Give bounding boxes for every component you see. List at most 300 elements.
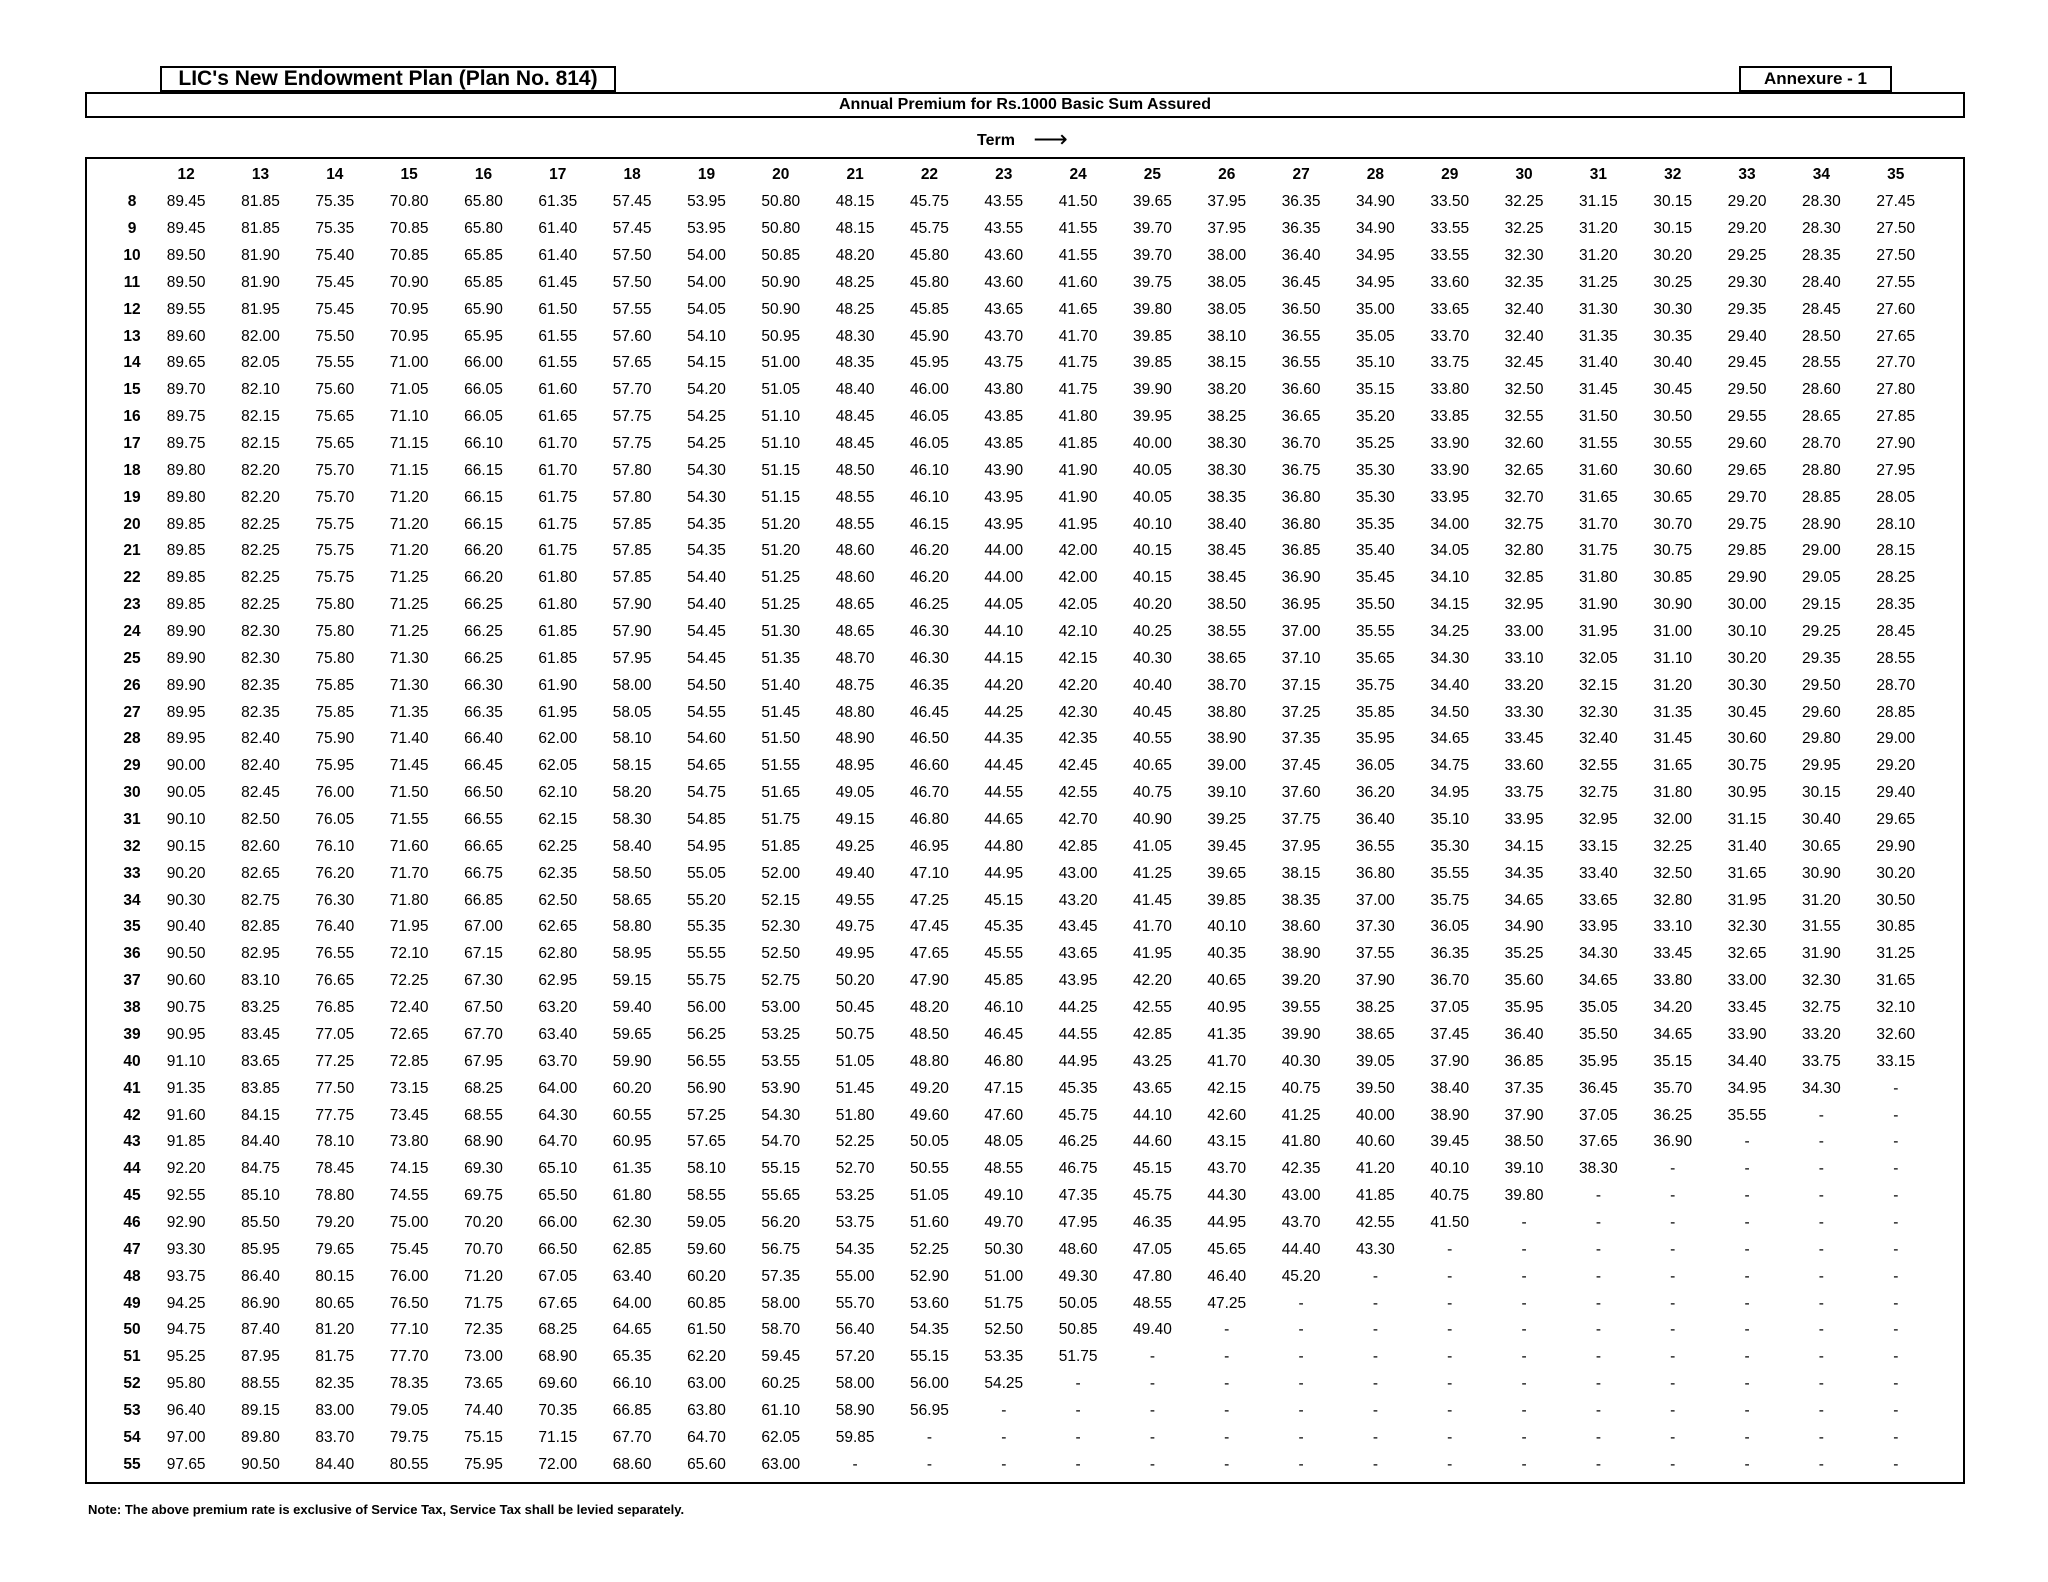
premium-cell: 33.55: [1430, 247, 1470, 264]
premium-cell: 28.55: [1801, 354, 1841, 372]
premium-cell: 34.95: [1356, 273, 1395, 291]
premium-cell: 61.40: [538, 247, 578, 264]
premium-cell: 30.35: [1653, 327, 1693, 345]
premium-cell: 60.85: [687, 1294, 726, 1312]
premium-cell: 71.15: [389, 435, 429, 453]
premium-cell: 50.30: [984, 1240, 1024, 1258]
premium-cell: 69.30: [464, 1160, 503, 1178]
premium-cell: 36.65: [1281, 408, 1321, 426]
premium-cell: 30.65: [1801, 837, 1841, 855]
premium-cell: 35.55: [1430, 864, 1470, 882]
table-row: [115, 323, 1933, 350]
premium-cell: 31.90: [1579, 596, 1618, 614]
premium-cell: 31.25: [1876, 945, 1916, 963]
premium-cell: 36.45: [1579, 1079, 1618, 1097]
premium-cell: 29.70: [1727, 488, 1767, 506]
premium-cell: -: [1670, 1240, 1676, 1258]
premium-cell: 46.05: [910, 408, 949, 426]
table-row: [115, 1451, 1933, 1478]
premium-cell: 31.15: [1727, 811, 1767, 829]
premium-cell: 75.90: [315, 730, 355, 748]
premium-cell: 43.00: [1058, 864, 1098, 882]
premium-cell: -: [1447, 1294, 1453, 1312]
premium-table: [115, 162, 1933, 1478]
premium-cell: 90.75: [166, 999, 206, 1017]
premium-cell: 90.30: [166, 891, 206, 909]
premium-cell: 90.20: [166, 864, 206, 882]
premium-cell: -: [1075, 1375, 1081, 1393]
age-cell: 40: [123, 1052, 141, 1070]
premium-cell: 51.55: [761, 757, 801, 775]
premium-cell: 51.75: [761, 811, 801, 829]
premium-cell: 44.00: [984, 542, 1024, 560]
premium-cell: 60.55: [612, 1106, 652, 1124]
premium-cell: 45.15: [984, 891, 1024, 909]
premium-cell: 43.95: [984, 515, 1024, 533]
premium-cell: 52.00: [761, 864, 801, 882]
premium-cell: 71.15: [389, 461, 429, 479]
premium-cell: 58.80: [612, 918, 652, 936]
premium-cell: 48.80: [910, 1052, 949, 1070]
term-column-header: 32: [1664, 166, 1682, 184]
premium-cell: 65.35: [612, 1348, 652, 1366]
premium-cell: 46.15: [910, 515, 949, 533]
premium-cell: 32.55: [1504, 408, 1544, 426]
premium-cell: 49.55: [835, 891, 875, 909]
premium-cell: 57.65: [687, 1133, 726, 1151]
premium-cell: 71.30: [389, 649, 429, 667]
premium-cell: 71.60: [389, 837, 429, 855]
premium-cell: 54.10: [687, 327, 726, 345]
premium-cell: 58.50: [612, 864, 652, 882]
premium-cell: 59.65: [612, 1025, 652, 1043]
premium-cell: 32.35: [1504, 273, 1544, 291]
table-row: [115, 1022, 1933, 1049]
premium-cell: 45.35: [984, 918, 1024, 936]
premium-cell: 54.00: [687, 273, 726, 291]
premium-cell: 31.75: [1579, 542, 1618, 560]
age-cell: 55: [123, 1455, 141, 1473]
premium-cell: -: [1744, 1240, 1750, 1258]
premium-cell: 37.95: [1207, 193, 1247, 211]
premium-cell: 75.35: [315, 193, 355, 211]
premium-cell: 59.85: [835, 1428, 875, 1446]
premium-cell: 28.85: [1801, 488, 1841, 506]
premium-cell: 33.50: [1430, 193, 1470, 211]
premium-cell: 47.90: [910, 972, 949, 990]
table-row: [115, 726, 1933, 753]
premium-cell: 58.15: [612, 757, 652, 775]
premium-cell: 41.70: [1133, 918, 1172, 936]
premium-cell: -: [1224, 1375, 1230, 1393]
premium-cell: 32.60: [1504, 435, 1544, 453]
premium-cell: 50.90: [761, 300, 801, 318]
premium-cell: 63.20: [538, 999, 578, 1017]
premium-cell: 58.10: [612, 730, 652, 748]
premium-cell: 46.70: [910, 784, 949, 802]
premium-cell: 62.95: [538, 972, 578, 990]
premium-cell: 32.75: [1801, 999, 1841, 1017]
premium-cell: 48.20: [835, 247, 875, 264]
premium-cell: 37.00: [1281, 623, 1321, 641]
premium-cell: 41.55: [1058, 220, 1098, 238]
premium-cell: 38.50: [1504, 1133, 1544, 1151]
age-cell: 51: [123, 1348, 141, 1366]
premium-cell: 41.25: [1133, 864, 1172, 882]
premium-cell: 70.95: [389, 300, 429, 318]
premium-cell: 57.50: [612, 247, 652, 264]
premium-cell: 36.90: [1281, 569, 1321, 587]
table-row: [115, 592, 1933, 619]
premium-cell: 29.65: [1727, 461, 1767, 479]
table-row: [115, 269, 1933, 296]
premium-cell: 33.90: [1430, 461, 1470, 479]
premium-cell: 38.00: [1207, 247, 1247, 264]
premium-cell: -: [1744, 1294, 1750, 1312]
premium-cell: 47.60: [984, 1106, 1024, 1124]
premium-cell: -: [1744, 1187, 1750, 1205]
premium-cell: 38.90: [1281, 945, 1321, 963]
premium-cell: 40.35: [1207, 945, 1247, 963]
premium-cell: 35.20: [1356, 408, 1395, 426]
premium-cell: 51.45: [761, 703, 801, 721]
premium-cell: 68.60: [612, 1455, 652, 1473]
premium-cell: 38.45: [1207, 542, 1247, 560]
premium-cell: 53.35: [984, 1348, 1024, 1366]
premium-cell: 54.00: [687, 247, 726, 264]
premium-cell: 58.55: [687, 1187, 726, 1205]
premium-cell: 71.35: [389, 703, 429, 721]
premium-cell: 37.95: [1207, 220, 1247, 238]
premium-cell: 33.80: [1653, 972, 1693, 990]
premium-cell: 48.20: [910, 999, 949, 1017]
premium-cell: 27.45: [1876, 193, 1916, 211]
premium-cell: 50.05: [1058, 1294, 1098, 1312]
premium-cell: 46.10: [910, 461, 949, 479]
premium-cell: -: [1224, 1321, 1230, 1339]
premium-cell: -: [1149, 1455, 1156, 1473]
premium-cell: -: [1447, 1321, 1453, 1339]
premium-cell: 35.10: [1356, 354, 1395, 372]
premium-cell: 56.00: [910, 1375, 949, 1393]
premium-cell: 41.95: [1058, 515, 1098, 533]
premium-cell: 40.65: [1207, 972, 1247, 990]
premium-cell: 83.25: [241, 999, 280, 1017]
table-row: [115, 511, 1933, 538]
premium-cell: 44.95: [1058, 1052, 1098, 1070]
premium-cell: 76.55: [315, 945, 355, 963]
premium-cell: 77.75: [315, 1106, 355, 1124]
premium-cell: 76.10: [315, 837, 355, 855]
premium-cell: 51.65: [761, 784, 801, 802]
premium-cell: 32.55: [1579, 757, 1618, 775]
premium-cell: 48.30: [835, 327, 875, 345]
premium-cell: 30.85: [1653, 569, 1693, 587]
premium-cell: 72.40: [389, 999, 429, 1017]
premium-cell: 39.85: [1133, 327, 1172, 345]
premium-cell: 55.55: [687, 945, 726, 963]
premium-cell: 70.90: [389, 273, 429, 291]
premium-cell: 44.20: [984, 676, 1024, 694]
premium-cell: 61.90: [538, 676, 578, 694]
age-cell: 26: [123, 676, 141, 694]
premium-cell: 92.55: [166, 1187, 206, 1205]
premium-cell: 47.45: [910, 918, 949, 936]
table-row: [115, 941, 1933, 968]
premium-cell: 31.65: [1579, 488, 1618, 506]
premium-cell: 53.00: [761, 999, 801, 1017]
age-cell: 37: [123, 972, 141, 990]
premium-cell: 32.00: [1653, 811, 1693, 829]
premium-cell: 75.65: [315, 435, 355, 453]
premium-cell: 59.40: [612, 999, 652, 1017]
annexure-label: Annexure - 1: [1739, 66, 1892, 92]
premium-cell: 36.05: [1356, 757, 1395, 775]
premium-cell: 36.70: [1281, 435, 1321, 453]
premium-cell: 90.00: [166, 757, 206, 775]
premium-cell: 31.65: [1727, 864, 1767, 882]
premium-cell: 31.25: [1579, 273, 1618, 291]
premium-cell: 38.30: [1579, 1160, 1618, 1178]
premium-cell: 57.75: [612, 408, 652, 426]
premium-cell: 51.25: [761, 596, 801, 614]
premium-cell: -: [1521, 1348, 1527, 1366]
premium-cell: 50.05: [910, 1133, 949, 1151]
premium-cell: 71.20: [389, 515, 429, 533]
premium-cell: 35.45: [1356, 569, 1395, 587]
premium-cell: 54.95: [687, 837, 726, 855]
premium-cell: 34.40: [1727, 1052, 1767, 1070]
premium-cell: 54.15: [687, 354, 726, 372]
table-row: [115, 216, 1933, 243]
premium-cell: 30.50: [1876, 891, 1916, 909]
premium-cell: 30.95: [1727, 784, 1767, 802]
premium-cell: 41.80: [1281, 1133, 1321, 1151]
premium-cell: 61.80: [538, 569, 578, 587]
premium-cell: 33.75: [1430, 354, 1470, 372]
premium-cell: 57.50: [612, 273, 652, 291]
premium-cell: 40.60: [1356, 1133, 1395, 1151]
premium-cell: 31.65: [1876, 972, 1916, 990]
premium-cell: 62.05: [761, 1428, 801, 1446]
premium-cell: 49.05: [835, 784, 875, 802]
premium-cell: 59.45: [761, 1348, 801, 1366]
premium-cell: 37.75: [1281, 811, 1321, 829]
age-cell: 27: [123, 703, 141, 721]
premium-cell: 68.90: [538, 1348, 578, 1366]
premium-cell: 37.05: [1579, 1106, 1618, 1124]
premium-cell: 38.35: [1207, 488, 1247, 506]
premium-cell: -: [1298, 1401, 1304, 1419]
premium-cell: 82.60: [241, 837, 280, 855]
premium-cell: 71.25: [389, 623, 429, 641]
premium-cell: 54.50: [687, 676, 726, 694]
table-row: [115, 189, 1933, 216]
age-cell: 43: [123, 1133, 141, 1151]
premium-cell: 32.75: [1579, 784, 1618, 802]
premium-cell: 35.10: [1430, 811, 1470, 829]
premium-cell: 41.75: [1058, 354, 1098, 372]
premium-cell: 46.30: [910, 649, 949, 667]
premium-cell: 29.40: [1727, 327, 1767, 345]
premium-cell: -: [1595, 1294, 1601, 1312]
premium-cell: 40.05: [1133, 488, 1172, 506]
premium-cell: 40.65: [1133, 757, 1172, 775]
premium-cell: 72.85: [389, 1052, 429, 1070]
premium-cell: 51.05: [910, 1187, 949, 1205]
premium-cell: 39.55: [1281, 999, 1321, 1017]
premium-cell: 85.10: [241, 1187, 280, 1205]
premium-cell: 50.55: [910, 1160, 949, 1178]
premium-cell: 36.80: [1281, 488, 1321, 506]
premium-cell: 75.75: [315, 569, 355, 587]
premium-cell: -: [1744, 1401, 1750, 1419]
term-column-header: 23: [995, 166, 1013, 184]
premium-cell: 33.95: [1430, 488, 1470, 506]
premium-cell: 51.40: [761, 676, 801, 694]
premium-cell: 72.25: [389, 972, 429, 990]
premium-cell: 36.50: [1281, 300, 1321, 318]
premium-cell: 38.65: [1356, 1025, 1395, 1043]
age-cell: 47: [123, 1240, 141, 1258]
premium-cell: 82.45: [241, 784, 280, 802]
premium-cell: -: [926, 1455, 933, 1473]
premium-cell: 61.35: [612, 1160, 652, 1178]
premium-cell: 87.40: [241, 1321, 280, 1339]
premium-cell: 81.75: [315, 1348, 355, 1366]
premium-cell: 36.75: [1281, 461, 1321, 479]
premium-cell: 70.35: [538, 1401, 578, 1419]
premium-cell: 51.15: [761, 461, 801, 479]
premium-cell: 34.65: [1579, 972, 1618, 990]
premium-cell: 31.55: [1801, 918, 1841, 936]
premium-cell: 31.40: [1727, 837, 1767, 855]
premium-cell: 41.80: [1058, 408, 1098, 426]
premium-cell: 89.15: [241, 1401, 280, 1419]
premium-cell: 31.30: [1579, 300, 1618, 318]
premium-cell: 37.30: [1356, 918, 1395, 936]
age-cell: 10: [123, 247, 141, 264]
premium-cell: 60.20: [687, 1267, 726, 1285]
premium-cell: 45.80: [910, 273, 949, 291]
premium-cell: 89.85: [166, 569, 206, 587]
premium-cell: 58.00: [612, 676, 652, 694]
premium-cell: 47.25: [910, 891, 949, 909]
premium-cell: 82.15: [241, 435, 280, 453]
premium-cell: 43.65: [1058, 945, 1098, 963]
premium-cell: 37.05: [1430, 999, 1470, 1017]
premium-cell: 55.15: [910, 1348, 949, 1366]
premium-cell: 63.00: [687, 1375, 726, 1393]
premium-cell: 33.45: [1653, 945, 1693, 963]
table-row: [115, 538, 1933, 565]
premium-cell: 38.65: [1207, 649, 1247, 667]
age-cell: 13: [123, 327, 141, 345]
premium-cell: 29.05: [1801, 569, 1841, 587]
premium-cell: 51.25: [761, 569, 801, 587]
age-cell: 28: [123, 730, 141, 748]
premium-cell: -: [1670, 1267, 1676, 1285]
premium-cell: 35.50: [1356, 596, 1395, 614]
premium-cell: 48.15: [835, 193, 875, 211]
premium-cell: 37.45: [1281, 757, 1321, 775]
table-row: [115, 1156, 1933, 1183]
premium-cell: 27.85: [1876, 408, 1916, 426]
premium-cell: 62.85: [612, 1240, 652, 1258]
premium-cell: -: [1744, 1267, 1750, 1285]
premium-cell: 39.45: [1430, 1133, 1470, 1151]
term-column-header: 15: [400, 166, 418, 184]
premium-cell: 39.10: [1207, 784, 1247, 802]
age-cell: 14: [123, 354, 141, 372]
premium-cell: 42.55: [1133, 999, 1172, 1017]
premium-cell: 51.60: [910, 1213, 949, 1231]
age-cell: 36: [123, 945, 141, 963]
premium-cell: 35.40: [1356, 542, 1395, 560]
premium-cell: 31.20: [1579, 220, 1618, 238]
table-row: [115, 807, 1933, 834]
premium-cell: -: [1893, 1401, 1899, 1419]
premium-cell: 28.70: [1876, 676, 1916, 694]
age-cell: 54: [123, 1428, 141, 1446]
premium-cell: 46.35: [910, 676, 949, 694]
premium-cell: 38.55: [1207, 623, 1247, 641]
premium-cell: 32.50: [1504, 381, 1544, 399]
premium-cell: 95.80: [166, 1375, 206, 1393]
premium-cell: 51.30: [761, 623, 801, 641]
age-cell: 38: [123, 999, 141, 1017]
premium-cell: 62.50: [538, 891, 578, 909]
premium-cell: 62.00: [538, 730, 578, 748]
table-row: [115, 968, 1933, 995]
premium-cell: 49.25: [835, 837, 875, 855]
premium-cell: 37.15: [1281, 676, 1321, 694]
premium-cell: 65.80: [464, 193, 503, 211]
premium-cell: -: [1447, 1267, 1453, 1285]
premium-cell: 41.25: [1281, 1106, 1321, 1124]
premium-cell: 31.95: [1579, 623, 1618, 641]
term-column-header: 21: [846, 166, 864, 184]
age-cell: 20: [123, 515, 141, 533]
premium-cell: 38.30: [1207, 461, 1247, 479]
premium-cell: -: [1001, 1401, 1007, 1419]
premium-cell: 80.15: [315, 1267, 355, 1285]
premium-cell: 43.75: [984, 354, 1024, 372]
premium-cell: -: [1818, 1160, 1824, 1178]
premium-cell: -: [1893, 1213, 1899, 1231]
premium-cell: 45.55: [984, 945, 1024, 963]
premium-cell: 32.30: [1579, 703, 1618, 721]
premium-cell: 44.80: [984, 837, 1024, 855]
premium-cell: 39.80: [1504, 1187, 1544, 1205]
premium-cell: 61.50: [538, 300, 578, 318]
premium-cell: 41.45: [1133, 891, 1172, 909]
premium-cell: -: [1595, 1348, 1601, 1366]
premium-cell: 76.65: [315, 972, 355, 990]
premium-cell: 28.35: [1876, 596, 1916, 614]
premium-cell: 40.30: [1281, 1052, 1321, 1070]
premium-cell: 48.25: [835, 300, 875, 318]
premium-cell: 53.75: [835, 1213, 875, 1231]
premium-cell: 40.25: [1133, 623, 1172, 641]
premium-cell: 31.65: [1653, 757, 1693, 775]
premium-cell: 66.75: [464, 864, 503, 882]
premium-cell: 37.65: [1579, 1133, 1618, 1151]
premium-cell: 44.45: [984, 757, 1024, 775]
premium-cell: 29.65: [1876, 811, 1916, 829]
premium-cell: 55.75: [687, 972, 726, 990]
premium-cell: 62.20: [687, 1348, 726, 1366]
